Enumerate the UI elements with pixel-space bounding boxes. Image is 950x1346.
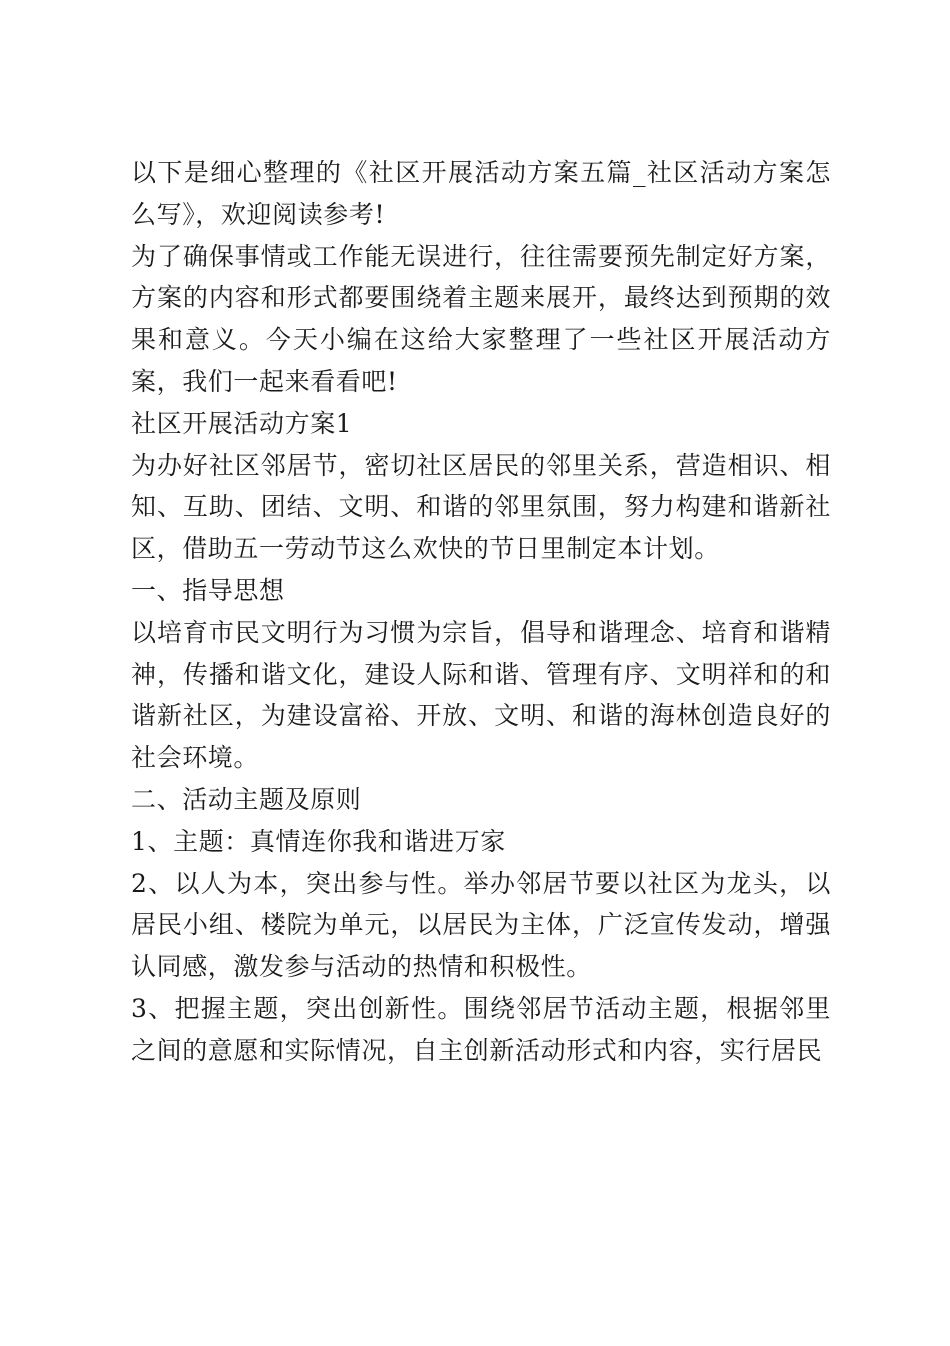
section-title: 社区开展活动方案1	[131, 408, 353, 438]
intro-paragraph: 以下是细心整理的《社区开展活动方案五篇_社区活动方案怎么写》，欢迎阅读参考!	[131, 158, 831, 229]
list-item: 2、以人为本，突出参与性。举办邻居节要以社区为龙头，以居民小组、楼院为单元，以居民为主体，广泛宣传发动，增强认同感，激发参与活动的热情和积极性。	[131, 868, 831, 982]
body-paragraph: 为办好社区邻居节，密切社区居民的邻里关系，营造相识、相知、互助、团结、文明、和谐的邻里氛围，努力构建和谐新社区，借助五一劳动节这么欢快的节日里制定本计划。	[131, 450, 831, 564]
document-body	[131, 152, 831, 1072]
body-paragraph: 以培育市民文明行为习惯为宗旨，倡导和谐理念、培育和谐精神，传播和谐文化，建设人际和谐、管理有序、文明祥和的和谐新社区，为建设富裕、开放、文明、和谐的海林创造良好的社会环境。	[131, 617, 831, 773]
heading-theme-principles: 二、活动主题及原则	[131, 784, 362, 814]
heading-guiding-ideology: 一、指导思想	[131, 575, 285, 605]
preface-paragraph: 为了确保事情或工作能无误进行，往往需要预先制定好方案，方案的内容和形式都要围绕着主题来展开，最终达到预期的效果和意义。今天小编在这给大家整理了一些社区开展活动方案，我们一起来看看吧!	[131, 241, 831, 396]
list-item: 3、把握主题，突出创新性。围绕邻居节活动主题，根据邻里之间的意愿和实际情况，自主创新活动形式和内容，实行居民	[131, 993, 831, 1065]
list-item: 1、主题：真情连你我和谐进万家	[131, 826, 506, 856]
